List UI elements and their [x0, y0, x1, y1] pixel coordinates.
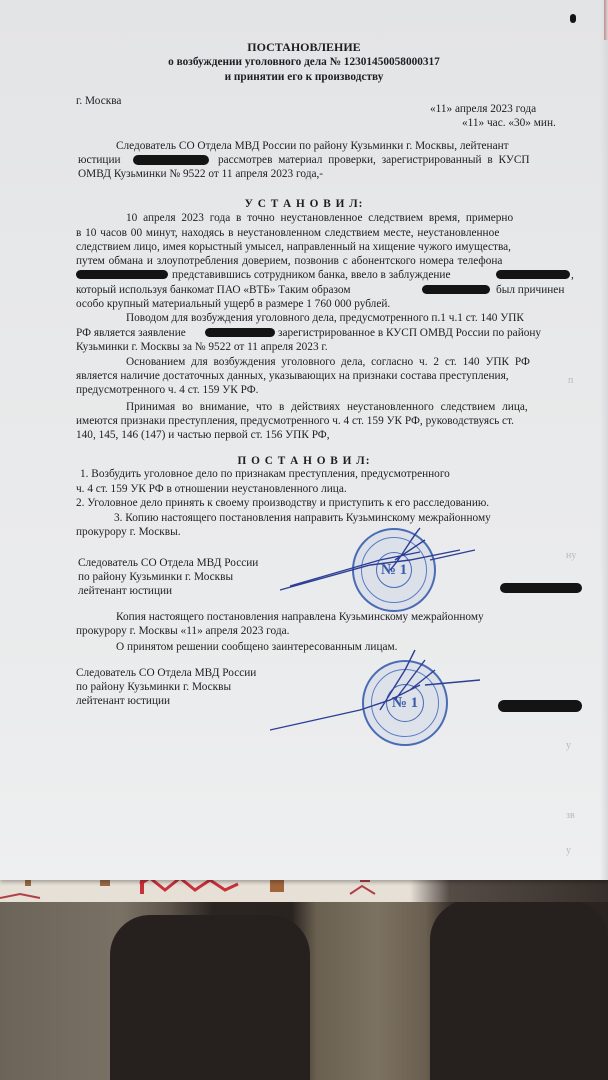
- grounds-p2-line-3: предусмотренного ч. 4 ст. 159 УК РФ.: [76, 384, 259, 396]
- grounds-p1-line-2b: зарегистрированное в КУСП ОМВД России по району: [278, 327, 542, 339]
- established-line-7: особо крупный материальный ущерб в размере 1 760 000 рублей.: [76, 298, 391, 310]
- signature-1-line-3: лейтенант юстиции: [78, 585, 173, 597]
- bleed-through-marks: у: [566, 845, 571, 856]
- established-line-6b: был причинен: [496, 284, 565, 296]
- document-subtitle-2: и принятии его к производству: [224, 71, 384, 83]
- resolved-item-2: 2. Уголовное дело принять к своему производству и приступить к его расследованию.: [76, 497, 490, 509]
- established-line-6a: который используя банкомат ПАО «ВТБ» Таким образом: [76, 284, 351, 296]
- established-line-4: путем обмана и злоупотребления доверием, позвонив с абонентского номера телефона: [76, 255, 503, 267]
- copy-note-line-3: О принятом решении сообщено заинтересованным лицам.: [116, 641, 398, 653]
- established-line-5-end: ,: [571, 269, 574, 281]
- established-line-5: представившись сотрудником банка, ввело в заблуждение: [172, 269, 451, 281]
- red-edge: [604, 0, 608, 40]
- signature-1-line-2: по району Кузьминки г. Москвы: [78, 571, 234, 583]
- section-resolved: П О С Т А Н О В И Л:: [237, 455, 371, 467]
- intro-line-3: ОМВД Кузьминки № 9522 от 11 апреля 2023 года,-: [78, 168, 324, 180]
- redaction-victim-1: [496, 270, 570, 279]
- signature-scribble-2-icon: [250, 640, 510, 740]
- city: г. Москва: [76, 95, 122, 107]
- shadow-left: [110, 915, 310, 1080]
- grounds-p3-line-3: 140, 145, 146 (147) и частью первой ст. 156 УПК РФ,: [76, 429, 330, 441]
- intro-line-2a: юстиции: [78, 154, 121, 166]
- bleed-through-marks: у: [566, 740, 571, 751]
- bleed-through-marks: п: [568, 375, 574, 386]
- floor-background: [0, 895, 608, 1080]
- copy-note-line-1: Копия настоящего постановления направлена Кузьминскому межрайонному: [116, 611, 484, 623]
- redaction-signature-name-1: [500, 583, 582, 593]
- ink-blot: [570, 14, 576, 23]
- resolved-item-3-line-2: прокурору г. Москвы.: [76, 526, 181, 538]
- shadow-right: [430, 900, 608, 1080]
- document-time: «11» час. «30» мин.: [462, 117, 556, 129]
- document-title: ПОСТАНОВЛЕНИЕ: [247, 40, 361, 54]
- grounds-p3-line-1: Принимая во внимание, что в действиях неустановленного следствием лица,: [126, 401, 528, 413]
- intro-line-1: Следователь СО Отдела МВД России по району Кузьминки г. Москвы, лейтенант: [116, 140, 509, 152]
- grounds-p2-line-1: Основанием для возбуждения уголовного дела, согласно ч. 2 ст. 140 УПК РФ: [126, 356, 530, 368]
- section-established: У С Т А Н О В И Л:: [244, 198, 364, 210]
- resolved-item-1-line-2: ч. 4 ст. 159 УК РФ в отношении неустановленного лица.: [76, 483, 347, 495]
- redaction-phone: [76, 270, 168, 279]
- resolved-item-3-line-1: 3. Копию настоящего постановления направить Кузьминскому межрайонному: [114, 512, 491, 524]
- signature-1-line-1: Следователь СО Отдела МВД России: [78, 557, 259, 569]
- redaction-victim-2: [422, 285, 490, 294]
- grounds-p1-line-2a: РФ является заявление: [76, 327, 186, 339]
- bleed-through-marks: зв: [566, 810, 575, 821]
- grounds-p3-line-2: имеются признаки преступления, предусмотренного ч. 4 ст. 159 УК РФ, руководствуясь ст.: [76, 415, 514, 427]
- redaction-signature-name-2: [498, 700, 582, 712]
- intro-line-2b: рассмотрев материал проверки, зарегистрированный в КУСП: [218, 154, 530, 166]
- redaction-name-1: [133, 155, 209, 165]
- document-date: «11» апреля 2023 года: [430, 103, 537, 115]
- signature-2-line-3: лейтенант юстиции: [76, 695, 171, 707]
- document-subtitle-1: о возбуждении уголовного дела № 12301450058000317: [168, 56, 440, 68]
- signature-scribble-1-icon: [250, 520, 510, 600]
- established-line-2: в 10 часов 00 минут, находясь в неустановленном следствием месте, неустановленное: [76, 227, 500, 239]
- established-line-1: 10 апреля 2023 года в точно неустановленное следствием время, примерно: [126, 212, 514, 224]
- bleed-through-marks: ну: [566, 550, 577, 561]
- stamp-number: № 1: [376, 552, 412, 588]
- signature-2-line-1: Следователь СО Отдела МВД России: [76, 667, 257, 679]
- resolved-item-1-line-1: 1. Возбудить уголовное дело по признакам преступления, предусмотренного: [80, 468, 450, 480]
- grounds-p1-line-1: Поводом для возбуждения уголовного дела, предусмотренного п.1 ч.1 ст. 140 УПК: [126, 312, 524, 324]
- grounds-p1-line-3: Кузьминки г. Москвы за № 9522 от 11 апреля 2023 г.: [76, 341, 328, 353]
- copy-note-line-2: прокурору г. Москвы «11» апреля 2023 года.: [76, 625, 290, 637]
- grounds-p2-line-2: является наличие достаточных данных, указывающих на признаки состава преступления,: [76, 370, 509, 382]
- stamp-number-2: № 1: [386, 684, 424, 722]
- redaction-applicant: [205, 328, 275, 337]
- signature-2-line-2: по району Кузьминки г. Москвы: [76, 681, 232, 693]
- established-line-3: следствием лицо, имея корыстный умысел, направленный на хищение чужого имущества,: [76, 241, 512, 253]
